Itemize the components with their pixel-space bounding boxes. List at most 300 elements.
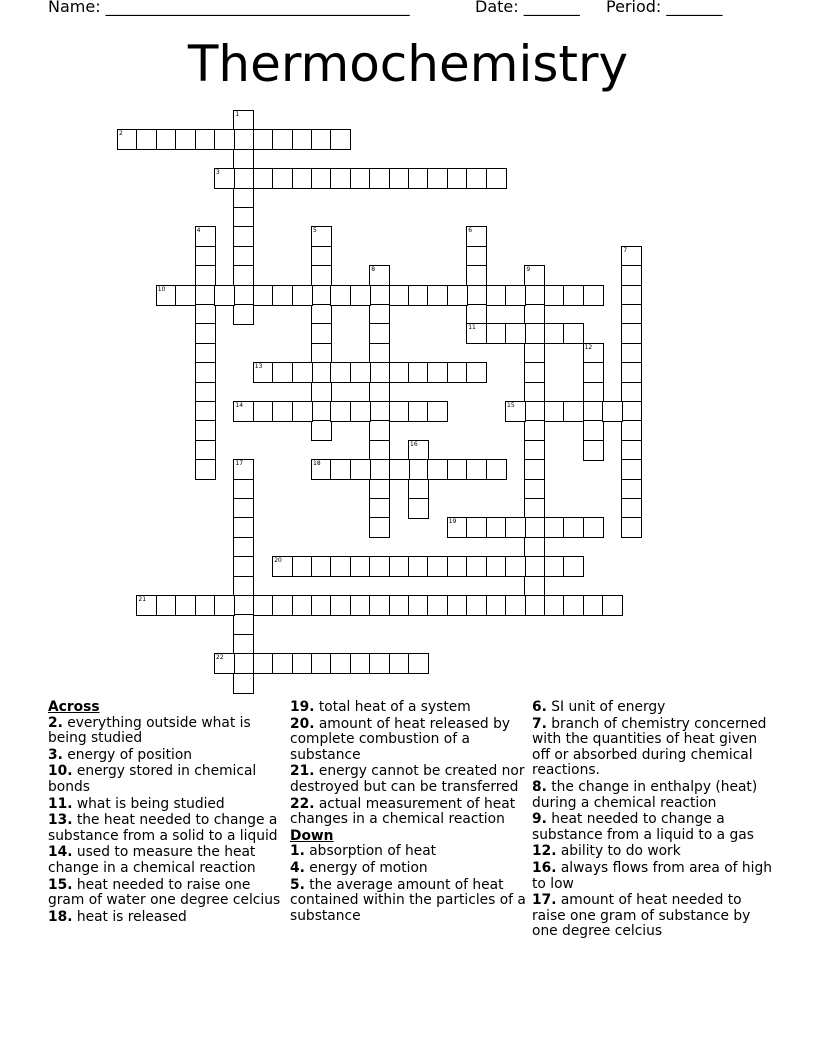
grid-cell[interactable] [214,129,235,150]
grid-cell[interactable] [621,459,642,480]
across-clue [48,878,284,909]
grid-cell[interactable] [621,440,642,461]
grid-cell[interactable] [330,401,351,422]
grid-cell[interactable] [408,498,429,519]
grid-cell[interactable] [136,595,157,616]
grid-cell[interactable] [214,285,235,306]
clue-number: 4 [196,227,201,235]
grid-cell[interactable] [524,556,545,577]
grid-cell[interactable] [272,556,293,577]
grid-cell[interactable] [524,362,545,383]
grid-cell[interactable] [563,401,584,422]
grid-cell[interactable] [524,401,545,422]
clue-number-label: 9. [532,811,547,828]
grid-cell[interactable] [233,634,254,655]
grid-cell[interactable] [330,168,351,189]
grid-cell[interactable] [233,401,254,422]
grid-cell[interactable] [524,323,545,344]
grid-cell[interactable] [292,595,313,616]
grid-cell[interactable] [369,595,390,616]
grid-cell[interactable] [330,595,351,616]
grid-cell[interactable] [195,304,216,325]
grid-cell[interactable] [233,207,254,228]
grid-cell[interactable] [311,265,332,286]
across-clue [48,797,284,813]
clue-number: 17 [235,460,244,468]
down-clue [532,780,772,811]
grid-cell[interactable] [292,653,313,674]
grid-cell[interactable] [233,517,254,538]
grid-cell[interactable] [544,285,565,306]
clue-number: 12 [584,343,593,351]
grid-cell[interactable] [408,168,429,189]
grid-cell[interactable] [447,168,468,189]
grid-cell[interactable] [408,285,429,306]
grid-cell[interactable] [427,401,448,422]
grid-cell[interactable] [195,265,216,286]
clue-number-label: 14. [48,844,73,861]
across-clue [290,797,526,828]
grid-cell[interactable] [427,168,448,189]
grid-cell[interactable] [369,265,390,286]
grid-cell[interactable] [427,556,448,577]
grid-cell[interactable] [311,323,332,344]
grid-cell[interactable] [292,401,313,422]
grid-cell[interactable] [369,285,390,306]
grid-cell[interactable] [233,479,254,500]
grid-cell[interactable] [253,595,274,616]
grid-cell[interactable] [292,285,313,306]
grid-cell[interactable] [389,653,410,674]
period-field[interactable]: Period: _______ [606,0,723,16]
clue-number-label: 20. [290,715,315,732]
grid-cell[interactable] [524,479,545,500]
clue-text: actual measurement of heat changes in a chemical reaction [290,795,516,828]
clue-number-label: 21. [290,763,315,780]
clue-number-label: 18. [48,908,73,925]
grid-cell[interactable] [583,517,604,538]
grid-cell[interactable] [544,401,565,422]
grid-cell[interactable] [466,595,487,616]
grid-cell[interactable] [621,479,642,500]
clue-number-label: 15. [48,876,73,893]
grid-cell[interactable] [369,479,390,500]
grid-cell[interactable] [447,556,468,577]
grid-cell[interactable] [233,576,254,597]
grid-cell[interactable] [311,459,332,480]
grid-cell[interactable] [466,285,487,306]
grid-cell[interactable] [311,285,332,306]
grid-cell[interactable] [524,343,545,364]
clue-text: heat is released [72,908,187,925]
grid-cell[interactable] [524,304,545,325]
grid-cell[interactable] [583,595,604,616]
date-field[interactable]: Date: _______ [475,0,580,16]
grid-cell[interactable] [524,382,545,403]
grid-cell[interactable] [544,323,565,344]
clue-text: SI unit of energy [546,699,666,715]
grid-cell[interactable] [195,440,216,461]
grid-cell[interactable] [175,285,196,306]
grid-cell[interactable] [233,168,254,189]
grid-cell[interactable] [311,401,332,422]
grid-cell[interactable] [292,556,313,577]
grid-cell[interactable] [524,595,545,616]
grid-cell[interactable] [311,382,332,403]
grid-cell[interactable] [486,459,507,480]
grid-cell[interactable] [544,517,565,538]
grid-cell[interactable] [524,498,545,519]
grid-cell[interactable] [272,653,293,674]
clue-text: the heat needed to change a substance from a solid to a liquid [48,812,278,844]
grid-cell[interactable] [214,168,235,189]
grid-cell[interactable] [583,401,604,422]
grid-cell[interactable] [195,420,216,441]
grid-cell[interactable] [233,459,254,480]
grid-cell[interactable] [563,285,584,306]
grid-cell[interactable] [466,265,487,286]
grid-cell[interactable] [311,129,332,150]
grid-cell[interactable] [330,459,351,480]
grid-cell[interactable] [195,246,216,267]
grid-cell[interactable] [311,595,332,616]
grid-cell[interactable] [466,556,487,577]
grid-cell[interactable] [621,323,642,344]
clue-number: 16 [410,440,418,448]
grid-cell[interactable] [583,440,604,461]
grid-cell[interactable] [195,401,216,422]
grid-cell[interactable] [311,420,332,441]
grid-cell[interactable] [350,556,371,577]
grid-cell[interactable] [233,129,254,150]
grid-cell[interactable] [486,556,507,577]
grid-cell[interactable] [175,595,196,616]
grid-cell[interactable] [524,285,545,306]
grid-cell[interactable] [233,226,254,247]
grid-cell[interactable] [233,498,254,519]
grid-cell[interactable] [486,517,507,538]
grid-cell[interactable] [311,246,332,267]
grid-cell[interactable] [369,304,390,325]
grid-cell[interactable] [389,168,410,189]
grid-cell[interactable] [447,517,468,538]
clue-number-label: 10. [48,763,73,780]
grid-cell[interactable] [233,556,254,577]
grid-cell[interactable] [369,382,390,403]
grid-cell[interactable] [563,556,584,577]
grid-cell[interactable] [253,129,274,150]
down-clue [532,717,772,779]
down-clue [532,861,772,892]
grid-cell[interactable] [330,556,351,577]
clue-text: energy of motion [304,859,428,876]
clues-column-3 [532,700,772,941]
grid-cell[interactable] [408,653,429,674]
grid-cell[interactable] [369,362,390,383]
grid-cell[interactable] [292,168,313,189]
grid-cell[interactable] [253,285,274,306]
grid-cell[interactable] [583,343,604,364]
grid-cell[interactable] [621,265,642,286]
clue-number-label: 17. [532,892,557,909]
grid-cell[interactable] [195,595,216,616]
clue-number: 18 [313,460,321,468]
grid-cell[interactable] [233,188,254,209]
grid-cell[interactable] [195,459,216,480]
grid-cell[interactable] [621,498,642,519]
clue-text: branch of chemistry concerned with the quantities of heat given off or absorbed during chemical reactions. [532,715,767,779]
clue-text: absorption of heat [304,843,437,860]
grid-cell[interactable] [524,265,545,286]
grid-cell[interactable] [544,556,565,577]
grid-cell[interactable] [408,595,429,616]
across-clue [48,764,284,795]
grid-cell[interactable] [136,129,157,150]
grid-cell[interactable] [272,285,293,306]
grid-cell[interactable] [466,459,487,480]
clue-number: 15 [507,402,515,409]
grid-cell[interactable] [466,226,487,247]
grid-cell[interactable] [369,323,390,344]
grid-cell[interactable] [369,653,390,674]
grid-cell[interactable] [602,595,623,616]
grid-cell[interactable] [389,459,410,480]
grid-cell[interactable] [389,362,410,383]
grid-cell[interactable] [408,459,429,480]
grid-cell[interactable] [389,401,410,422]
grid-cell[interactable] [214,595,235,616]
grid-cell[interactable] [253,653,274,674]
grid-cell[interactable] [233,265,254,286]
grid-cell[interactable] [408,440,429,461]
grid-cell[interactable] [156,595,177,616]
grid-cell[interactable] [156,129,177,150]
grid-cell[interactable] [311,226,332,247]
grid-cell[interactable] [253,401,274,422]
grid-cell[interactable] [195,343,216,364]
grid-cell[interactable] [505,401,526,422]
clue-number-label: 1. [290,843,305,860]
grid-cell[interactable] [583,382,604,403]
grid-cell[interactable] [621,246,642,267]
grid-cell[interactable] [524,420,545,441]
clue-number: 7 [623,246,628,254]
clue-number-label: 13. [48,812,73,829]
grid-cell[interactable] [350,653,371,674]
grid-cell[interactable] [175,129,196,150]
grid-cell[interactable] [233,304,254,325]
grid-cell[interactable] [272,168,293,189]
grid-cell[interactable] [330,653,351,674]
grid-cell[interactable] [447,459,468,480]
grid-cell[interactable] [486,285,507,306]
grid-cell[interactable] [427,459,448,480]
grid-cell[interactable] [272,401,293,422]
grid-cell[interactable] [408,556,429,577]
grid-cell[interactable] [311,343,332,364]
grid-cell[interactable] [427,362,448,383]
grid-cell[interactable] [233,595,254,616]
grid-cell[interactable] [524,537,545,558]
clue-number-label: 4. [290,859,305,876]
grid-cell[interactable] [505,556,526,577]
grid-cell[interactable] [486,168,507,189]
grid-cell[interactable] [330,362,351,383]
grid-cell[interactable] [583,362,604,383]
grid-cell[interactable] [272,595,293,616]
grid-cell[interactable] [408,362,429,383]
grid-cell[interactable] [195,226,216,247]
grid-cell[interactable] [369,498,390,519]
clue-text: always flows from area of high to low [532,859,773,892]
grid-cell[interactable] [466,517,487,538]
down-heading: Down [290,827,334,844]
grid-cell[interactable] [369,440,390,461]
grid-cell[interactable] [350,285,371,306]
grid-cell[interactable] [195,362,216,383]
grid-cell[interactable] [583,420,604,441]
grid-cell[interactable] [350,459,371,480]
grid-cell[interactable] [311,304,332,325]
clue-number: 6 [468,227,473,235]
grid-cell[interactable] [214,653,235,674]
grid-cell[interactable] [505,285,526,306]
clue-number: 11 [468,324,476,332]
grid-cell[interactable] [195,129,216,150]
clue-number: 14 [235,402,244,409]
grid-cell[interactable] [505,323,526,344]
grid-cell[interactable] [272,129,293,150]
grid-cell[interactable] [621,343,642,364]
grid-cell[interactable] [505,517,526,538]
grid-cell[interactable] [466,304,487,325]
grid-cell[interactable] [621,382,642,403]
grid-cell[interactable] [583,285,604,306]
grid-cell[interactable] [621,517,642,538]
grid-cell[interactable] [389,285,410,306]
grid-cell[interactable] [408,401,429,422]
grid-cell[interactable] [621,362,642,383]
grid-cell[interactable] [253,362,274,383]
grid-cell[interactable] [233,149,254,170]
grid-cell[interactable] [486,595,507,616]
grid-cell[interactable] [253,168,274,189]
grid-cell[interactable] [195,285,216,306]
grid-cell[interactable] [602,401,623,422]
clue-number-label: 11. [48,795,73,812]
grid-cell[interactable] [233,110,254,131]
grid-cell[interactable] [195,382,216,403]
grid-cell[interactable] [447,595,468,616]
across-clue [290,700,526,716]
grid-cell[interactable] [350,362,371,383]
grid-cell[interactable] [311,653,332,674]
grid-cell[interactable] [369,401,390,422]
grid-cell[interactable] [330,285,351,306]
grid-cell[interactable] [330,129,351,150]
grid-cell[interactable] [427,285,448,306]
grid-cell[interactable] [524,459,545,480]
grid-cell[interactable] [350,168,371,189]
clue-number-label: 19. [290,699,315,715]
grid-cell[interactable] [233,673,254,694]
clue-text: used to measure the heat change in a chemical reaction [48,844,256,876]
grid-cell[interactable] [195,323,216,344]
clue-text: energy stored in chemical bonds [48,763,257,795]
grid-cell[interactable] [311,556,332,577]
grid-cell[interactable] [350,401,371,422]
clue-number: 20 [274,557,282,565]
clue-number-label: 8. [532,778,547,795]
grid-cell[interactable] [389,556,410,577]
grid-cell[interactable] [350,595,371,616]
grid-cell[interactable] [233,537,254,558]
grid-cell[interactable] [486,323,507,344]
grid-cell[interactable] [369,556,390,577]
clue-number: 9 [526,266,531,274]
clue-number: 13 [254,363,263,371]
grid-cell[interactable] [233,285,254,306]
grid-cell[interactable] [466,246,487,267]
grid-cell[interactable] [427,595,448,616]
grid-cell[interactable] [117,129,138,150]
grid-cell[interactable] [621,401,642,422]
grid-cell[interactable] [369,343,390,364]
grid-cell[interactable] [447,362,468,383]
grid-cell[interactable] [621,304,642,325]
grid-cell[interactable] [311,362,332,383]
grid-cell[interactable] [292,129,313,150]
grid-cell[interactable] [524,576,545,597]
grid-cell[interactable] [505,595,526,616]
grid-cell[interactable] [466,362,487,383]
grid-cell[interactable] [233,246,254,267]
grid-cell[interactable] [369,420,390,441]
grid-cell[interactable] [369,459,390,480]
grid-cell[interactable] [621,420,642,441]
grid-cell[interactable] [408,479,429,500]
grid-cell[interactable] [524,440,545,461]
across-clue [290,764,526,795]
clue-number-label: 12. [532,843,557,860]
clue-number: 22 [216,654,224,662]
clue-number: 3 [216,169,220,177]
grid-cell[interactable] [563,323,584,344]
grid-cell[interactable] [524,517,545,538]
grid-cell[interactable] [544,595,565,616]
grid-cell[interactable] [466,168,487,189]
down-clue [290,878,526,925]
grid-cell[interactable] [447,285,468,306]
down-clue [290,844,526,860]
grid-cell[interactable] [369,168,390,189]
grid-cell[interactable] [233,614,254,635]
grid-cell[interactable] [311,168,332,189]
name-field[interactable]: Name: ______________________________________ [48,0,410,16]
grid-cell[interactable] [156,285,177,306]
grid-cell[interactable] [621,285,642,306]
grid-cell[interactable] [272,362,293,383]
clue-text: what is being studied [72,795,225,812]
grid-cell[interactable] [563,595,584,616]
grid-cell[interactable] [292,362,313,383]
grid-cell[interactable] [563,517,584,538]
grid-cell[interactable] [466,323,487,344]
grid-cell[interactable] [233,653,254,674]
clue-text: heat needed to change a substance from a liquid to a gas [532,811,754,843]
grid-cell[interactable] [389,595,410,616]
grid-cell[interactable] [369,517,390,538]
